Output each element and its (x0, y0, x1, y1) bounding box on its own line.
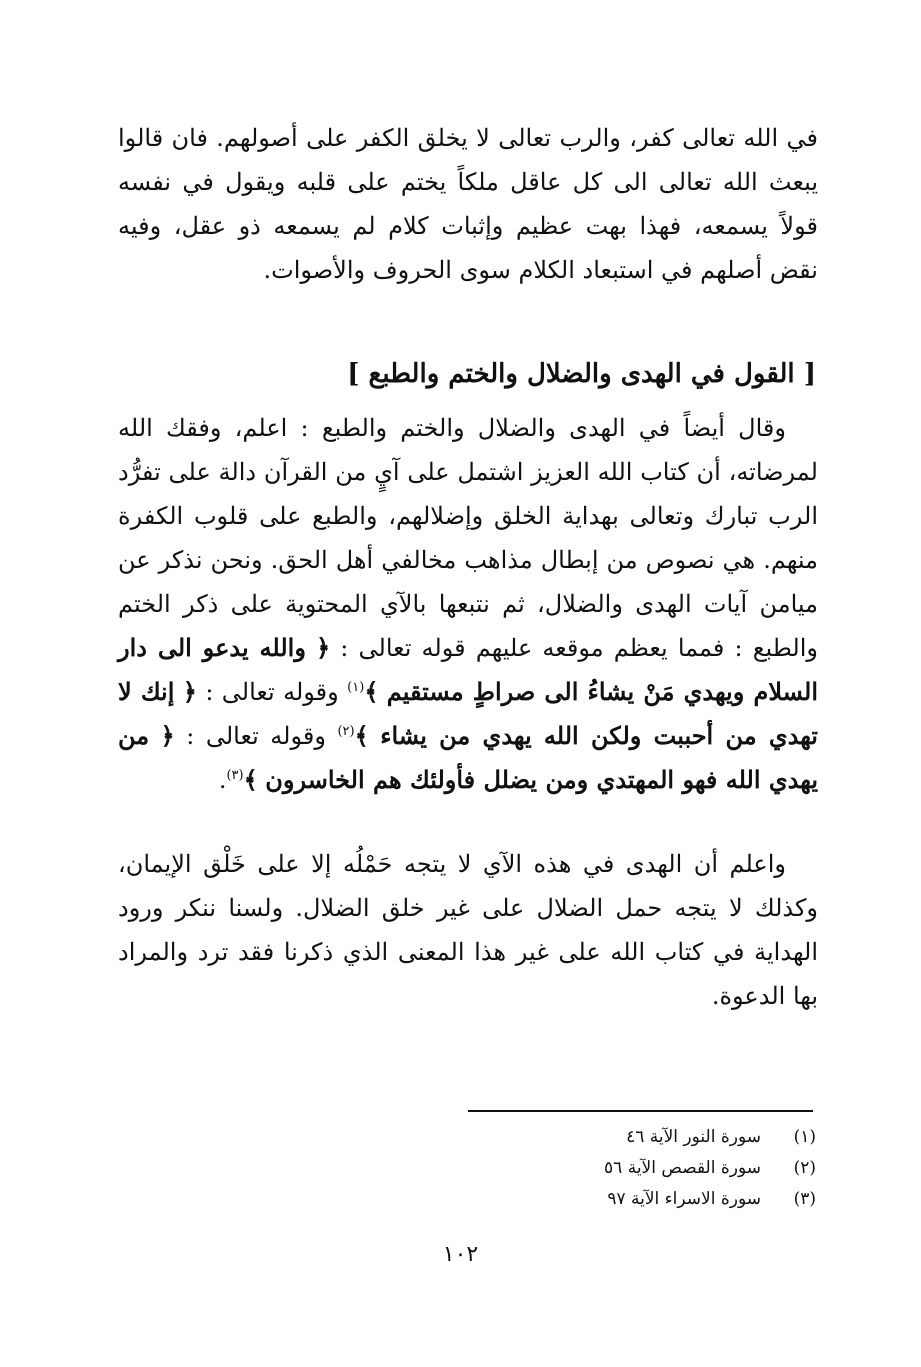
paragraph-3 (118, 842, 818, 1018)
section-heading: [ القول في الهدى والضلال والختم والطبع ] (347, 359, 816, 389)
paragraph-3-text: واعلم أن الهدى في هذه الآي لا يتجه حَمْلُه إلا على خَلْق الإيمان، وكذلك لا يتجه حمل الضلال على غير خلق الضلال. ولسنا ننكر ورود الهداية في كتاب الله على غير هذا المعنى الذي ذكرنا فقد ترد والمراد بها الدعوة. (118, 850, 818, 1010)
quran-verse-2: إنك لا تهدي من أحببت ولكن الله يهدي من يشاء (118, 677, 818, 750)
footnote-text: سورة الاسراء الآية ٩٧ (607, 1189, 761, 1209)
footnote-3 (604, 1184, 816, 1215)
connector-text-1: وقوله تعالى : (205, 678, 339, 706)
quran-bracket-close: ﴾ (243, 765, 258, 794)
quran-bracket-open: ﴿ (182, 677, 197, 706)
connector-text-2: وقوله تعالى : (186, 722, 326, 750)
footnote-2 (604, 1153, 816, 1184)
footnote-divider (468, 1110, 813, 1112)
footnote-ref-3: (٣) (226, 768, 244, 783)
quran-verse-3: من يهدي الله فهو المهتدي ومن يضلل فأولئك هم الخاسرون (118, 721, 818, 794)
quran-bracket-close: ﴾ (364, 677, 379, 706)
footnote-text: سورة القصص الآية ٥٦ (604, 1158, 761, 1178)
quran-bracket-close: ﴾ (354, 721, 369, 750)
paragraph-2 (118, 406, 818, 802)
footnote-text: سورة النور الآية ٤٦ (626, 1127, 761, 1147)
footnotes (604, 1122, 816, 1215)
quran-bracket-open: ﴿ (316, 633, 331, 662)
page-number: ١٠٢ (442, 1242, 479, 1267)
paragraph-2-end: . (218, 766, 227, 794)
quran-bracket-open: ﴿ (160, 721, 175, 750)
footnote-number: (١) (793, 1127, 816, 1147)
footnote-number: (٢) (793, 1158, 816, 1178)
footnote-ref-2: (٢) (337, 724, 355, 739)
footnote-ref-1: (١) (347, 680, 365, 695)
paragraph-2-intro: وقال أيضاً في الهدى والضلال والختم والطبع : اعلم، وفقك الله لمرضاته، أن كتاب الله العزيز اشتمل على آيٍ من القرآن دالة على تفرُّد الرب تبارك وتعالى بهداية الخلق وإضلالهم، والطبع على قلوب الكفرة منهم. هي نصوص من إبطال مذاهب مخالفي أهل الحق. ونحن نذكر عن ميامن آيات الهدى والضلال، ثم نتبعها بالآي المحتوية على ذكر الختم والطبع : فمما يعظم موقعه عليهم قوله تعالى : (118, 414, 818, 662)
paragraph-1: في الله تعالى كفر، والرب تعالى لا يخلق الكفر على أصولهم. فان قالوا يبعث الله تعالى الى كل عاقل ملكاً يختم على قلبه ويقول في نفسه قولاً يسمعه، فهذا بهت عظيم وإثبات كلام لم يسمعه ذو عقل، وفيه نقض أصلهم في استبعاد الكلام سوى الحروف والأصوات. (118, 124, 818, 284)
footnote-number: (٣) (793, 1189, 816, 1209)
quran-verse-1: والله يدعو الى دار السلام ويهدي مَنْ يشاءُ الى صراطٍ مستقيم (118, 633, 819, 706)
footnote-1 (604, 1122, 816, 1153)
